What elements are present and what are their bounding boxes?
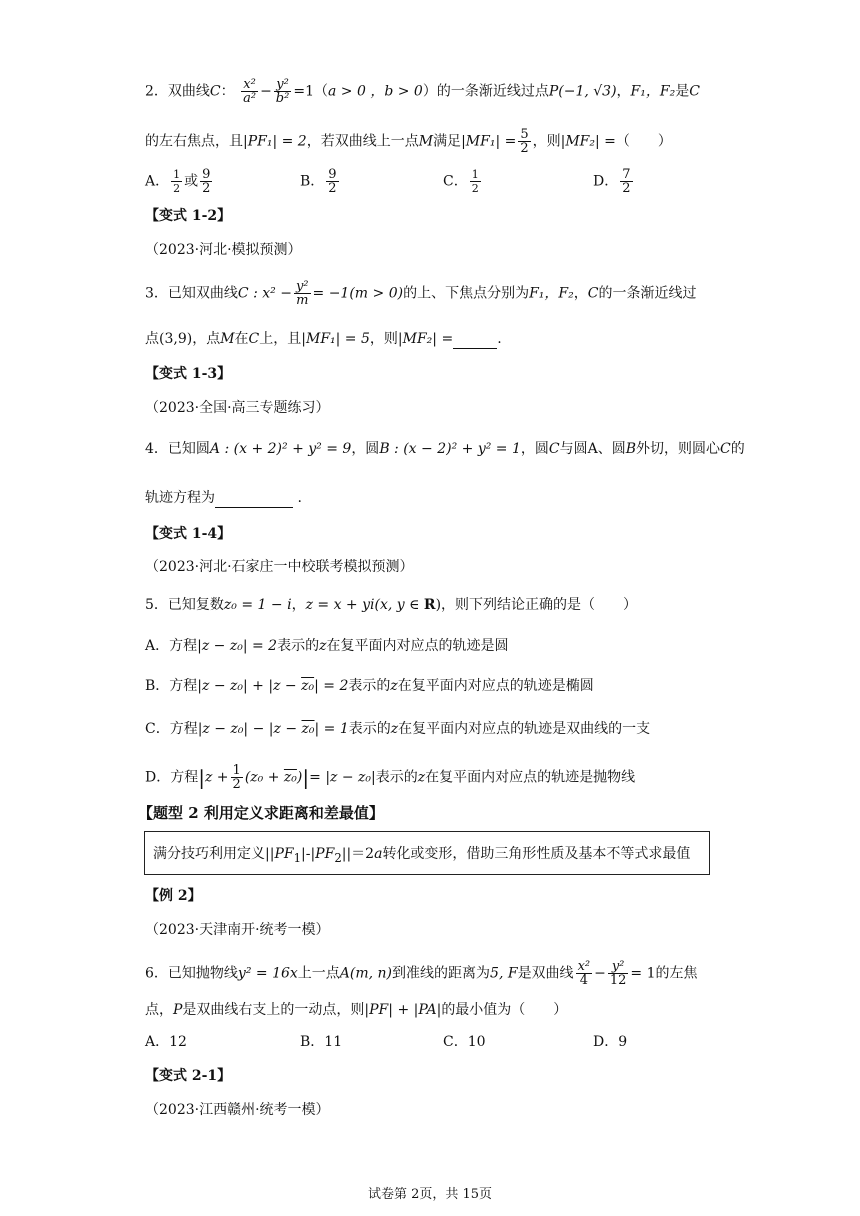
frac-den: 2: [520, 141, 529, 156]
reals-symbol: R: [423, 597, 436, 613]
var-B: B: [625, 441, 637, 457]
q4-text: 、圆: [597, 441, 626, 457]
frac-den: 4: [579, 973, 588, 988]
variant-tag-1-2: 【变式 1-2】: [145, 208, 232, 224]
section-title: 【题型 2 利用定义求距离和差最值】: [138, 804, 384, 822]
q4-line2: [145, 487, 302, 508]
q3-text: ，点: [192, 331, 221, 347]
q2-text: ）的一条渐近线过点: [422, 83, 549, 100]
colon: ：: [220, 83, 235, 100]
equation: z +: [204, 769, 229, 786]
conjugate: z₀: [301, 678, 315, 694]
variant-tag-1-4: 【变式 1-4】: [145, 526, 232, 542]
fraction: [518, 128, 530, 155]
q6-line2: [145, 1000, 567, 1020]
q2-text: 的左右焦点，且: [145, 133, 243, 150]
abs-bar: |: [302, 765, 310, 790]
tip-part: 转化或变形，借助三角形性质及基本不等式求最值: [382, 846, 691, 862]
equation: ): [296, 769, 303, 786]
q4-text: ，圆: [520, 441, 549, 457]
frac-num: 1: [471, 168, 479, 181]
option-text: 在复平面内对应点的轨迹是椭圆: [397, 678, 594, 694]
fraction: [171, 168, 182, 195]
equation: |z − z₀| + |z −: [197, 678, 302, 694]
q3-text: 的上、下焦点分别为: [403, 285, 530, 302]
source-1-4: （2023·河北·石家庄一中校联考模拟预测）: [145, 559, 414, 575]
q6-text: 6．已知抛物线: [145, 965, 238, 982]
conjugate: z₀: [301, 721, 315, 737]
equation: | = 2: [314, 678, 349, 694]
fraction: [231, 764, 243, 791]
q5-option-A: [145, 636, 508, 656]
var-z: z: [417, 769, 426, 786]
q5-option-B: [145, 676, 594, 696]
period: .: [293, 490, 302, 506]
eq: =1（: [293, 83, 328, 100]
expr-MF1: |MF₁| =: [461, 133, 517, 150]
option-label: D．方程: [145, 769, 199, 786]
expr-MF2: |MF₂| =: [560, 133, 616, 150]
q6-text: 是双曲线: [517, 965, 574, 982]
q4-text: 与圆: [559, 441, 588, 457]
frac-den: 2: [232, 777, 241, 792]
q2-text: 满足: [433, 133, 462, 150]
option-D: D．9: [593, 1034, 628, 1050]
var-P: P: [173, 1002, 183, 1018]
variant-tag-1-3: 【变式 1-3】: [145, 366, 232, 382]
option-label: B．方程: [145, 678, 198, 694]
expr-MF2: |MF₂| =: [397, 331, 454, 347]
minus: −: [594, 965, 606, 982]
comma: ，: [291, 597, 306, 613]
tip-box: [144, 831, 710, 875]
tip-text: [153, 843, 690, 865]
minus: −: [260, 83, 272, 100]
point-A: A(m, n): [339, 965, 393, 982]
fraction: [608, 960, 629, 987]
option-C: C．10: [443, 1034, 486, 1050]
comma: ，: [616, 83, 631, 100]
option-label: B．: [300, 173, 325, 190]
tip-part: |-|: [301, 846, 316, 862]
option-A: [145, 168, 214, 195]
source-1-2: （2023·河北·模拟预测）: [145, 242, 302, 258]
comma: ，: [573, 285, 588, 302]
q2-line1: [145, 78, 700, 105]
option-label: D．: [593, 173, 619, 190]
equation: = |z − z₀|: [309, 769, 376, 786]
var-M: M: [418, 133, 434, 150]
z0-def: z₀ = 1 − i: [223, 597, 292, 613]
value: 5, F: [490, 965, 518, 982]
q2-line2: [145, 128, 672, 155]
q4-text: 轨迹方程为: [145, 490, 215, 506]
expr: |PF| + |PA|: [364, 1002, 442, 1018]
frac-den: 2: [173, 182, 181, 195]
frac-den: 2: [471, 182, 479, 195]
eq-left: C : x² −: [237, 285, 292, 302]
var-C: C: [587, 285, 599, 302]
frac-num: 1: [173, 168, 181, 181]
q3-text: 在: [234, 331, 249, 347]
q6-text: 到准线的距离为: [392, 965, 491, 982]
fraction: [241, 78, 258, 105]
fraction: [200, 168, 212, 195]
q6-text: 上一点: [297, 965, 340, 982]
option-text: 表示的: [348, 721, 391, 737]
var-z: z: [319, 638, 327, 654]
point: (3,9): [159, 331, 193, 347]
q6-line1: [145, 960, 697, 987]
expr-PF1: |PF₁| = 2: [243, 133, 307, 150]
frac-num: 9: [202, 167, 211, 182]
q3-text: 3．已知双曲线: [145, 285, 238, 302]
q4-text: ，圆: [351, 441, 380, 457]
point-P: P(−1, √3): [548, 83, 617, 100]
tip-part: 满分技巧利用定义||: [153, 846, 275, 862]
eq-right: = −1(m > 0): [312, 285, 404, 302]
sub-1: 1: [293, 850, 301, 865]
option-text: 在复平面内对应点的轨迹是抛物线: [425, 769, 636, 786]
q6-text: 点，: [145, 1002, 173, 1018]
tip-part: ||＝2: [341, 846, 375, 862]
frac-num: 1: [232, 763, 241, 778]
var-a: a: [374, 846, 383, 862]
equation: |z − z₀| − |z −: [197, 721, 302, 737]
var-z: z: [390, 678, 398, 694]
equation: (z₀ +: [244, 769, 284, 786]
circle-B-eq: B : (x − 2)² + y² = 1: [379, 441, 521, 457]
q4-line1: [145, 439, 745, 459]
answer-blank: [215, 487, 293, 508]
option-B: [300, 168, 341, 195]
option-text: 表示的: [277, 638, 320, 654]
frac-den: 2: [622, 181, 631, 196]
option-text: 在复平面内对应点的轨迹是双曲线的一支: [398, 721, 651, 737]
q2-text: 2．双曲线: [145, 83, 210, 100]
frac-den: 2: [202, 181, 211, 196]
var-C: C: [548, 441, 560, 457]
q3-line2: [145, 328, 502, 349]
source-1-3: （2023·全国·高三专题练习）: [145, 400, 330, 416]
frac-den: a²: [243, 91, 257, 106]
option-text: 表示的: [348, 678, 391, 694]
q6-text: 是双曲线右支上的一动点，则: [182, 1002, 365, 1018]
source-2-1: （2023·江西赣州·统考一模）: [145, 1102, 330, 1118]
q5-text: ，则下列结论正确的是（ ）: [441, 597, 638, 613]
option-text: 表示的: [375, 769, 418, 786]
foci: F₁，F₂: [529, 285, 574, 302]
answer-paren: （ ）: [615, 133, 672, 150]
frac-den: 2: [328, 181, 337, 196]
variant-tag-2-1: 【变式 2-1】: [145, 1068, 232, 1084]
var-C: C: [209, 83, 221, 100]
frac-den: 12: [609, 973, 627, 988]
q3-text: 上，且: [259, 331, 302, 347]
q6-options: [145, 1032, 705, 1052]
example-tag-2: 【例 2】: [145, 888, 202, 904]
q3-text: ，则: [369, 331, 398, 347]
q2-options: [145, 168, 705, 198]
frac-num: 9: [328, 167, 337, 182]
tip-PF2: PF: [315, 846, 335, 862]
option-label: A．: [145, 173, 170, 190]
q2-text: 是: [675, 83, 690, 100]
option-A: A．12: [145, 1034, 187, 1050]
frac-num: y²: [608, 960, 629, 974]
condition: a > 0 ，b > 0: [327, 83, 423, 100]
q3-text: 的一条渐近线过: [598, 285, 697, 302]
var-C: C: [689, 83, 700, 100]
fraction: [326, 168, 338, 195]
q5-text: 5．已知复数: [145, 597, 224, 613]
frac-num: y²: [295, 279, 309, 294]
q5-option-C: [145, 719, 650, 739]
paren: ): [435, 597, 442, 613]
frac-den: m: [296, 293, 309, 308]
source-ex2: （2023·天津南开·统考一模）: [145, 922, 330, 938]
equation: |z − z₀| = 2: [197, 638, 278, 654]
option-C: [443, 168, 483, 195]
option-label: C．方程: [145, 721, 198, 737]
option-label: A．方程: [145, 638, 198, 654]
circle-A-eq: A : (x + 2)² + y² = 9: [209, 441, 352, 457]
option-D: [593, 168, 635, 195]
frac-num: 7: [622, 167, 631, 182]
frac-num: x²: [577, 959, 591, 974]
q6-text: 的最小值为（ ）: [441, 1002, 568, 1018]
frac-den: b²: [275, 91, 290, 106]
option-label: C．: [443, 173, 468, 190]
fraction: [294, 280, 311, 307]
z-def: z = x + yi(x, y ∈: [305, 597, 424, 613]
q3-text: 点: [145, 331, 159, 347]
expr-MF1: |MF₁| = 5: [301, 331, 370, 347]
var-A: A: [587, 441, 598, 457]
eq: = 1: [630, 965, 656, 982]
fraction: [274, 78, 292, 105]
q6-text: 的左焦: [655, 965, 698, 982]
conjugate: z₀: [283, 769, 297, 786]
q5-stem: [145, 595, 637, 615]
abs-bar: |: [198, 765, 205, 790]
q4-text: 外切，则圆心: [636, 441, 721, 457]
var-z: z: [390, 721, 399, 737]
fraction: [620, 168, 632, 195]
q3-line1: [145, 280, 696, 307]
var-C: C: [248, 331, 260, 347]
option-text: 在复平面内对应点的轨迹是圆: [326, 638, 509, 654]
answer-blank: [453, 328, 497, 349]
sub-2: 2: [334, 850, 342, 865]
option-B: B．11: [300, 1034, 343, 1050]
frac-num: y²: [274, 78, 292, 92]
q2-text: ，若双曲线上一点: [306, 133, 419, 150]
equation: | = 1: [314, 721, 349, 737]
var-M: M: [220, 331, 235, 347]
tip-PF1: PF: [274, 846, 294, 862]
q4-text: 的: [730, 441, 745, 457]
frac-num: 5: [520, 127, 529, 142]
period: .: [497, 331, 502, 347]
foci: F₁，F₂: [630, 83, 676, 100]
fraction: [470, 168, 481, 195]
or-text: 或: [184, 173, 199, 190]
page-footer: 试卷第 2页，共 15页: [367, 1187, 493, 1202]
frac-num: x²: [241, 78, 258, 92]
var-C: C: [720, 441, 731, 457]
q4-text: 4．已知圆: [145, 441, 210, 457]
parabola-eq: y² = 16x: [237, 965, 298, 982]
q2-text: ，则: [532, 133, 561, 150]
q5-option-D: [145, 764, 635, 791]
fraction: [576, 960, 593, 987]
